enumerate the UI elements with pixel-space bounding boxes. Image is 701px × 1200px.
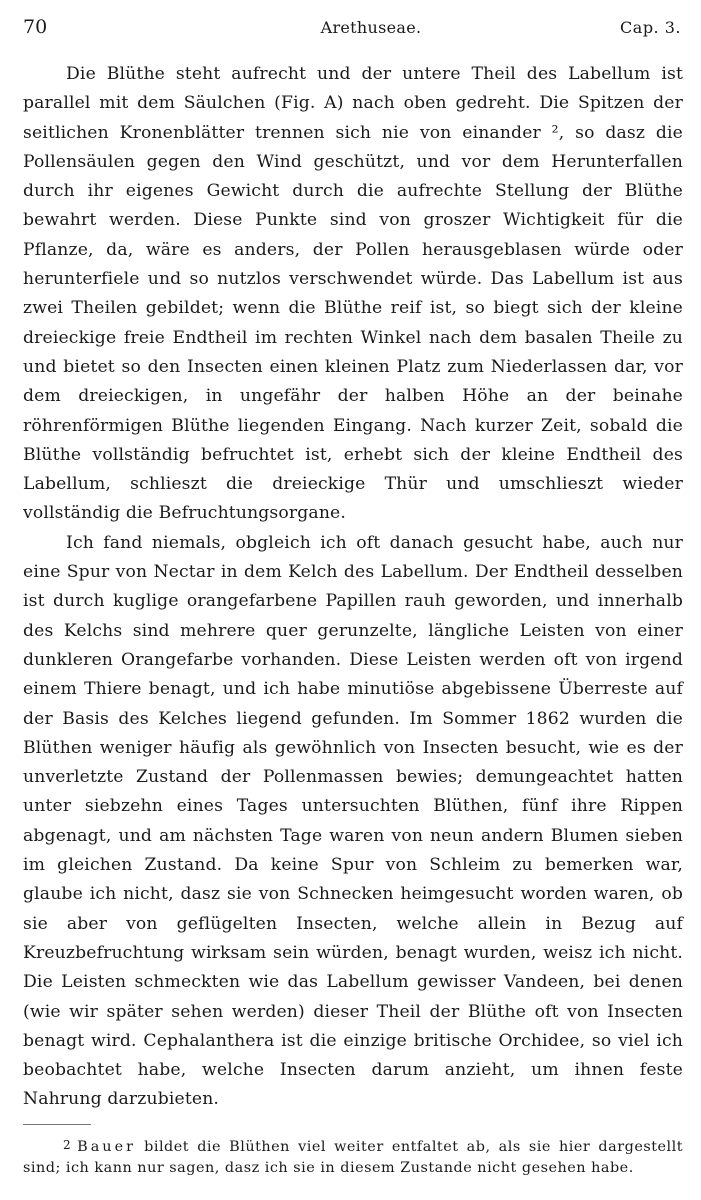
paragraph-2: Ich fand niemals, obgleich ich oft danach gesucht habe, auch nur eine Spur von Nectar in dem Kelch des Labellum. Der Endtheil desselben ist durch kuglige orangefarbene Papillen rauh geworden, und innerhalb des Kelchs sind mehrere quer gerunzelte, längliche Leisten von einer dunkleren Orangefarbe vorhanden. Diese Leisten werden oft von irgend einem Thiere benagt, und ich habe minutiöse abgebissene Überreste auf der Basis des Kelches liegend gefunden. Im Sommer 1862 wurden die Blüthen weniger häufig als gewöhnlich von Insecten besucht, wie es der unverletzte Zustand der Pollenmassen bewies; demungeachtet hatten unter siebzehn eines Tages untersuchten Blüthen, fünf ihre Rippen abgenagt, und am nächsten Tage waren von neun andern Blumen sieben im gleichen Zustand. Da keine Spur von Schleim zu bemerken war, glaube ich nicht, dasz sie von Schnecken heimgesucht worden waren, ob sie aber von geflügelten Insecten, welche allein in Bezug auf Kreuzbefruchtung wirksam sein würden, benagt wurden, weisz ich nicht. Die Leisten schmeckten wie das Labellum gewisser Vandeen, bei denen (wie wir später sehen werden) dieser Theil der Blüthe oft von Insecten benagt wird. Cephalanthera ist die einzige britische Orchidee, so viel ich beobachtet habe, welche Insecten darum anzieht, um ihnen feste Nahrung darzubieten. [23,532,683,1110]
footnote-author: Bauer [77,1138,136,1155]
footnote-marker: 2 [63,1137,72,1152]
footnote-2 [23,1135,683,1179]
book-page [23,16,683,1179]
chapter-label: Cap. 3. [620,18,681,37]
running-header [23,16,683,44]
section-title: Arethuseae. [320,18,422,37]
footnotes [23,1135,683,1179]
paragraph-1: Die Blüthe steht aufrecht und der untere Theil des Labellum ist parallel mit dem Säulchen (Fig. A) nach oben gedreht. Die Spitzen der seitlichen Kronenblätter trennen sich nie von einander ², so dasz die Pollensäulen gegen den Wind geschützt, und vor dem Herunterfallen durch ihr eigenes Gewicht durch die aufrechte Stellung der Blüthe bewahrt werden. Diese Punkte sind von groszer Wichtigkeit für die Pflanze, da, wäre es anders, der Pollen herausgeblasen würde oder herunterfiele und so nutzlos verschwendet würde. Das Labellum ist aus zwei Theilen gebildet; wenn die Blüthe reif ist, so biegt sich der kleine dreieckige freie Endtheil im rechten Winkel nach dem basalen Theile zu und bietet so den Insecten einen kleinen Platz zum Niederlassen dar, vor dem dreieckigen, in ungefähr der halben Höhe an der beinahe röhrenförmigen Blüthe liegenden Eingang. Nach kurzer Zeit, sobald die Blüthe vollständig befruchtet ist, erhebt sich der kleine Endtheil des Labellum, schlieszt die dreieckige Thür und umschlieszt wieder vollständig die Befruchtungsorgane. [23,64,683,524]
body-text [23,60,683,1115]
page-number: 70 [23,16,48,38]
footnote-text: bildet die Blüthen viel weiter entfaltet ab, als sie hier dargestellt sind; ich kann nur sagen, dasz ich sie in diesem Zustande nicht gesehen habe. [23,1138,684,1176]
footnote-divider [23,1124,91,1125]
